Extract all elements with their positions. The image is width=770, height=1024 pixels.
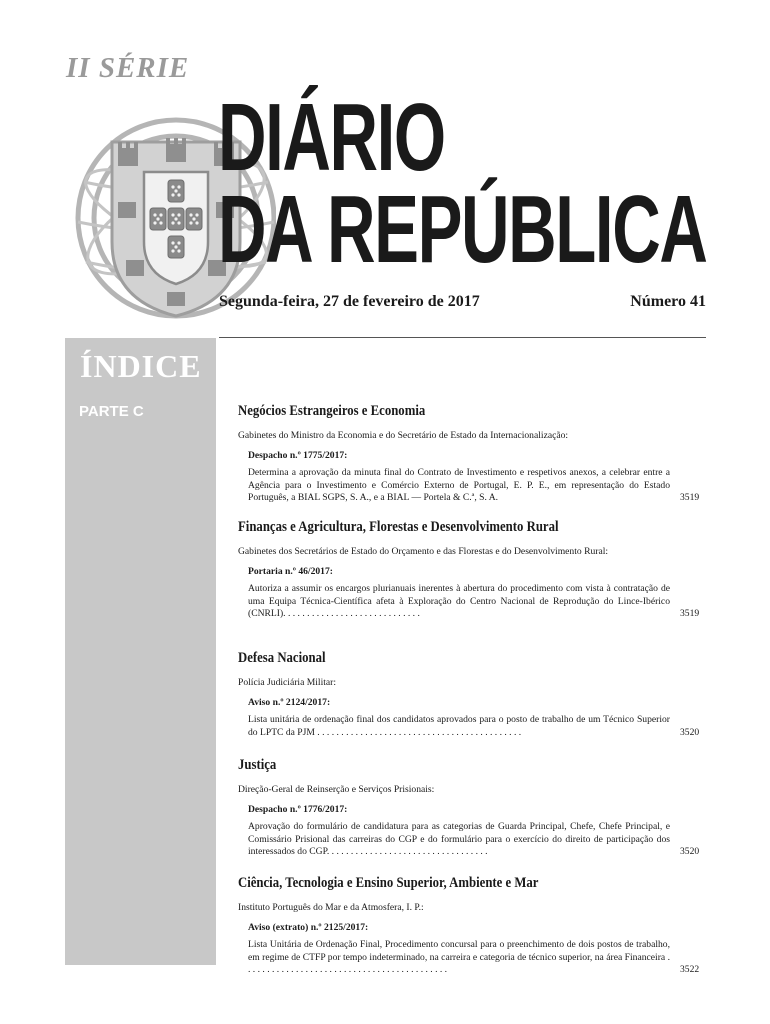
document-type: Aviso n.º 2124/2017: [248,697,331,708]
index-entry[interactable] [248,804,706,859]
header-divider [219,337,706,338]
index-section [238,403,706,519]
masthead-title [218,84,707,283]
section-title: Ciência, Tecnologia e Ensino Superior, Ambiente e Mar [238,875,539,891]
section-organization: Polícia Judiciária Militar: [238,677,337,688]
page-number[interactable]: 3522 [680,964,700,976]
entry-description [248,939,700,977]
entry-description [248,583,700,621]
section-title: Negócios Estrangeiros e Economia [238,403,426,419]
section-organization: Direção-Geral de Reinserção e Serviços Prisionais: [238,784,435,795]
index-content [238,403,706,977]
page-number[interactable]: 3519 [680,492,700,504]
index-section [238,519,706,650]
series-label: II SÉRIE [66,52,190,84]
section-organization: Gabinetes do Ministro da Economia e do Secretário de Estado da Internacionalização: [238,430,569,441]
entry-description [248,467,700,505]
entry-summary: Lista unitária de ordenação final dos candidatos aprovados para o posto de trabalho de um Técnico Superior do LPTC da PJM . . . . . . . . . . . . . . . . . . . . . . . . . . . . . . . . . . . . . . . . . . . [248,714,670,738]
document-type: Despacho n.º 1776/2017: [248,804,348,815]
issue-date: Segunda-feira, 27 de fevereiro de 2017 [219,293,480,310]
section-title: Justiça [238,757,277,773]
issue-number: Número 41 [630,293,706,310]
section-title: Defesa Nacional [238,650,326,666]
entry-description [248,714,700,739]
index-heading: ÍNDICE [80,348,202,384]
entry-summary: Determina a aprovação da minuta final do Contrato de Investimento e respetivos anexos, a celebrar entre a Agência para o Investimento e Comércio Externo de Portugal, E. P. E., em representação do Estado Português, a BIAL SGPS, S. A., e a BIAL — Portela & C.ª, S. A. [248,467,670,504]
page-number[interactable]: 3520 [680,846,700,858]
masthead-line-1: DIÁRIO [218,84,445,191]
document-type: Portaria n.º 46/2017: [248,566,333,577]
page-number[interactable]: 3519 [680,608,700,620]
index-section [238,757,706,875]
index-entry[interactable] [248,922,706,977]
document-type: Despacho n.º 1775/2017: [248,450,348,461]
section-organization: Gabinetes dos Secretários de Estado do Orçamento e das Florestas e do Desenvolvimento Rural: [238,546,609,557]
index-section [238,875,706,977]
section-organization: Instituto Português do Mar e da Atmosfera, I. P.: [238,902,424,913]
index-sidebar [65,338,216,965]
entry-description [248,821,700,859]
masthead-line-2: DA REPÚBLICA [218,176,707,283]
entry-summary: Aprovação do formulário de candidatura para as categorias de Guarda Principal, Chefe, Chefe Principal, e Comissário Prisional das carreiras do CGP e do formulário para o exercício do direito de participação dos interessados do CGP. . . . . . . . . . . . . . . . . . . . . . . . . . . . . . . . . . [248,821,670,858]
index-entry[interactable] [248,566,706,621]
section-title: Finanças e Agricultura, Florestas e Desenvolvimento Rural [238,519,559,535]
part-label: PARTE C [79,403,144,420]
index-section [238,650,706,757]
document-type: Aviso (extrato) n.º 2125/2017: [248,922,369,933]
page-number[interactable]: 3520 [680,726,700,738]
entry-summary: Autoriza a assumir os encargos plurianuais inerentes à abertura do procedimento com vista à contratação de uma Equipa Técnica-Científica afeta à Exploração do Centro Nacional de Reprodução do Lince-Ibérico (CNRLI). . . . . . . . . . . . . . . . . . . . . . . . . . . . . [248,583,670,620]
entry-summary: Lista Unitária de Ordenação Final, Procedimento concursal para o preenchimento de dois postos de trabalho, em regime de CTFP por tempo indeterminado, na carreira e categoria de técnico superior, na área Financeira . . . . . . . . . . . . . . . . . . . . . . . . . . . . . . . . . . . . . . . . . . . [248,939,670,976]
index-entry[interactable] [248,697,706,739]
index-entry[interactable] [248,450,706,505]
